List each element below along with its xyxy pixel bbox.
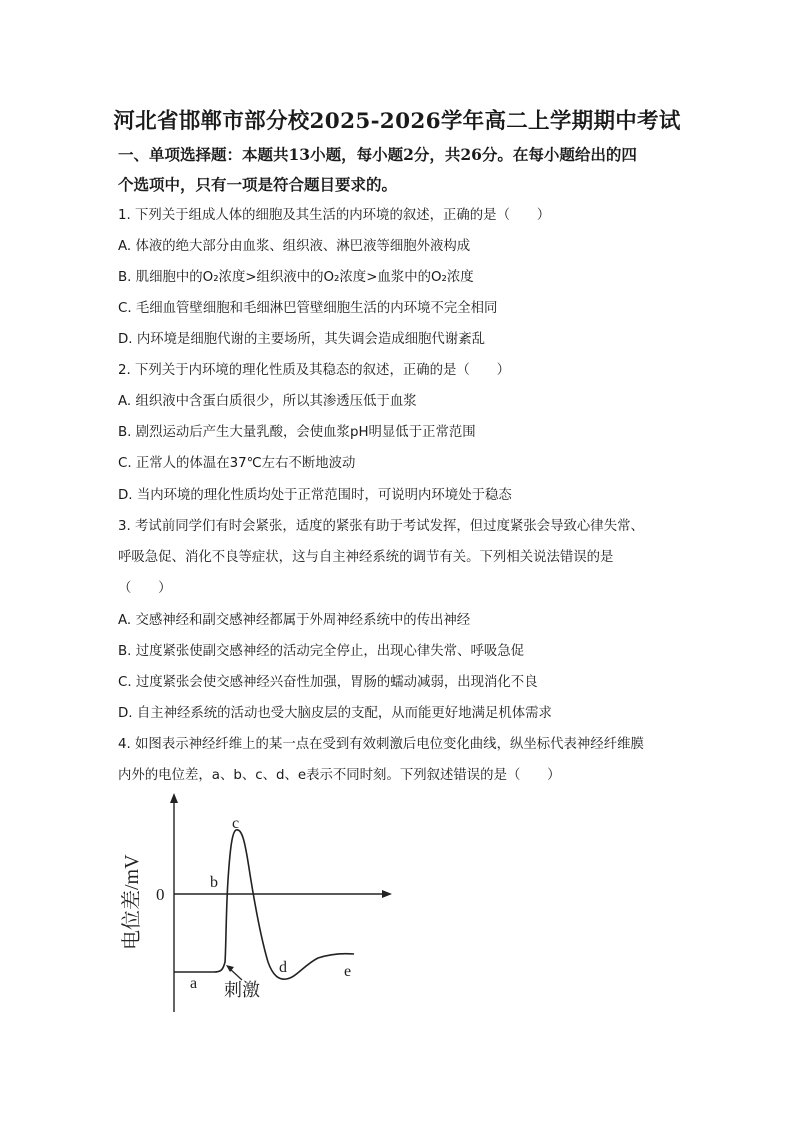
question-2-option-d: D. 当内环境的理化性质均处于正常范围时，可说明内环境处于稳态 (118, 488, 512, 503)
stimulus-label: 刺激 (224, 980, 260, 1000)
question-4-stem-line-2: 内外的电位差，a、b、c、d、e表示不同时刻。下列叙述错误的是（ ） (118, 768, 561, 783)
question-4-stem-line-1: 4. 如图表示神经纤维上的某一点在受到有效刺激后电位变化曲线，纵坐标代表神经纤维膜 (118, 737, 644, 752)
question-3-stem-line-2: 呼吸急促、消化不良等症状，这与自主神经系统的调节有关。下列相关说法错误的是 (118, 550, 614, 565)
x-axis-arrow-icon (382, 890, 392, 898)
question-1-option-a: A. 体液的绝大部分由血浆、组织液、淋巴液等细胞外液构成 (118, 239, 471, 254)
question-3-stem-line-3: （ ） (118, 581, 172, 596)
potential-curve (174, 830, 354, 979)
zero-tick-label: 0 (156, 885, 165, 904)
question-3-option-a: A. 交感神经和副交感神经都属于外周神经系统中的传出神经 (118, 613, 471, 628)
question-3-option-b: B. 过度紧张使副交感神经的活动完全停止，出现心律失常、呼吸急促 (118, 644, 525, 659)
question-2-option-a: A. 组织液中含蛋白质很少，所以其渗透压低于血浆 (118, 394, 417, 409)
question-2-option-b: B. 剧烈运动后产生大量乳酸，会使血浆pH明显低于正常范围 (118, 425, 476, 440)
section-heading-line-1: 一、单项选择题：本题共13小题，每小题2分，共26分。在每小题给出的四 (118, 145, 637, 164)
section-heading-line-2: 个选项中，只有一项是符合题目要求的。 (118, 175, 398, 194)
question-1-option-d: D. 内环境是细胞代谢的主要场所，其失调会造成细胞代谢紊乱 (118, 332, 485, 347)
question-3-option-d: D. 自主神经系统的活动也受大脑皮层的支配，从而能更好地满足机体需求 (118, 706, 552, 721)
point-label-b: b (210, 874, 218, 891)
exam-title: 河北省邯郸市部分校2025-2026学年高二上学期期中考试 (113, 109, 681, 134)
point-label-e: e (344, 963, 352, 980)
point-label-a: a (190, 975, 198, 992)
point-label-c: c (232, 815, 240, 832)
action-potential-figure (118, 790, 408, 1022)
point-label-d: d (279, 959, 287, 976)
question-3-option-c: C. 过度紧张会使交感神经兴奋性加强，胃肠的蠕动减弱，出现消化不良 (118, 675, 538, 690)
question-1-option-c: C. 毛细血管壁细胞和毛细淋巴管壁细胞生活的内环境不完全相同 (118, 301, 498, 316)
question-1-option-b: B. 肌细胞中的O₂浓度>组织液中的O₂浓度>血浆中的O₂浓度 (118, 270, 474, 285)
y-axis-label: 电位差/mV (121, 854, 143, 950)
y-axis-arrow-icon (170, 793, 178, 803)
question-2-stem: 2. 下列关于内环境的理化性质及其稳态的叙述，正确的是（ ） (118, 363, 510, 378)
question-2-option-c: C. 正常人的体温在37℃左右不断地波动 (118, 456, 356, 471)
question-1-stem: 1. 下列关于组成人体的细胞及其生活的内环境的叙述，正确的是（ ） (118, 208, 551, 223)
question-3-stem-line-1: 3. 考试前同学们有时会紧张，适度的紧张有助于考试发挥，但过度紧张会导致心律失常、 (118, 519, 644, 534)
